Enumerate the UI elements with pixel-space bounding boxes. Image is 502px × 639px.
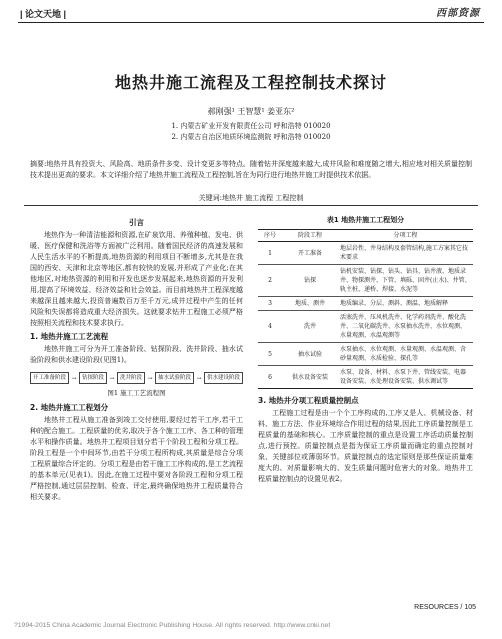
table-header-row (258, 230, 473, 242)
process-flowchart (30, 372, 243, 384)
authors: 郝刚强¹ 王智慧¹ 姜亚东² (207, 107, 295, 116)
table-cell: 3 (258, 297, 282, 311)
table-cell: 水泵抽水、水位观测、水量观测、水温观测、含砂量观测、水质检验、探孔等 (338, 343, 473, 366)
table-row (258, 343, 473, 366)
page-number: RESOURCES / 105 (414, 604, 476, 611)
affiliations (0, 121, 502, 143)
flow-step: 钻探阶段 (79, 372, 107, 384)
table-header-cell: 阶段工程 (282, 230, 338, 242)
section-1-paragraph: 地热井施工可分为开工准备阶段、钻探阶段、洗井阶段、抽水试验阶段和供水建设阶段(见图1)。 (30, 345, 243, 364)
table-row (258, 242, 473, 265)
affiliation-1: 1. 内蒙古矿业开发有限责任公司 呼和浩特 010020 (171, 122, 331, 130)
right-column (258, 215, 473, 485)
copyright-footer: ?1994-2015 China Academic Journal Electronic Publishing House. All rights reserved. http://www.cnki.net (14, 622, 331, 629)
arrow-icon: → (147, 374, 153, 382)
intro-paragraph: 地热作为一种清洁能源和资源,在矿泉饮用、养殖种植、发电、供暖、医疗保健和洗浴等方面被广泛利用。随着国民经济的高速发展和人民生活水平的不断提高,地热资源的利用项目不断增多,尤其是在我国的西安、天津和北京等地区,都有较快的发展,并形成了产业化;在其他地区,对地热资源的利用和开发也逐步发展起来,地热资源的开发利用,提高了环境效益、经济效益和社会效益。而目前地热井工程深度越来越深且越来越大,投资普遍数百万至千万元,成井过程中产生的任何风险和失误都将造成重大经济损失。这就要求钻井工程施工必须严格按照相关流程和技术要求执行。 (30, 231, 243, 327)
keywords: 关键词:地热井 施工流程 工程控制 (198, 194, 304, 202)
project-division-table (258, 229, 473, 389)
table-cell: 钻探 (282, 265, 338, 297)
arrow-icon: → (109, 374, 115, 382)
table-row (258, 366, 473, 389)
table-cell: 开工准备 (282, 242, 338, 265)
section-3-heading: 3. 地热井分项工程质量控制点 (258, 396, 359, 405)
table-row (258, 265, 473, 297)
table-cell: 洗井 (282, 311, 338, 343)
section-label: | 论文天地 | (20, 9, 67, 19)
arrow-icon: → (196, 374, 202, 382)
paper-title: 地热井施工流程及工程控制技术探讨 (114, 73, 387, 92)
header-rule (18, 22, 484, 23)
table-cell: 抽水试验 (282, 343, 338, 366)
flow-step: 抽水试验阶段 (155, 372, 194, 384)
arrow-icon: → (71, 374, 77, 382)
table-cell: 地质编录、分层、测斜、测温、地质解释 (338, 297, 473, 311)
journal-logo: 西部资源 (436, 8, 480, 19)
section-2-paragraph: 地热井工程从施工准备到竣工交付使用,要经过若干工序,若干工种的配合施工。工程质量的优劣,取决于各个施工工序、各工种的管理水平和操作质量。地热井工程项目划分若干个阶段工程和分项工程。阶段工程是一个中间环节,由若干分项工程所构成,其质量是综合分项工程质量综合评定的。分项工程是由若干施工工序构成的,是工艺流程的基本单元(见表1)。因此,在施工过程中要对各阶段工程和分项工程严格控制,通过层层控制、检查、评定,最终确保地热井工程质量符合相关要求。 (30, 416, 243, 501)
table-row (258, 297, 473, 311)
table-cell: 6 (258, 366, 282, 389)
flow-step: 供水建设阶段 (204, 372, 243, 384)
table-cell: 地质、测井 (282, 297, 338, 311)
flow-step: 开工准备阶段 (30, 372, 69, 384)
table-cell: 供水设备安装 (282, 366, 338, 389)
keywords-rule (24, 205, 478, 206)
flow-step: 洗井阶段 (117, 372, 145, 384)
table-cell: 活塞洗井、压风机洗井、化学药剂洗井、酸化洗井、二氧化碳洗井、水泵抽水洗井、水位观测、水量观测、水温观测等 (338, 311, 473, 343)
table-header-cell: 分项工程 (338, 230, 473, 242)
affiliation-2: 2. 内蒙古自治区地质环境监测院 呼和浩特 010020 (171, 133, 331, 141)
table-cell: 钻机安装、钻探、钻头、钻具、钻井液、地质录井、物探测井、下管、填砾、固井(止水)、井管、轨主桩、递桥、焊接、水泥等 (338, 265, 473, 297)
table-cell: 4 (258, 311, 282, 343)
section-2-heading: 2. 地热井施工工程划分 (30, 403, 109, 412)
table-cell: 地层岩性、井身结构及套管结构,施工方案其它技术要求 (338, 242, 473, 265)
table-cell: 水泵、设备、材料、水泵下井、管线安装、电器设备安装、水处理设备安装、供水调试等 (338, 366, 473, 389)
table-row (258, 311, 473, 343)
table-cell: 1 (258, 242, 282, 265)
left-column (30, 215, 243, 505)
section-1-heading: 1. 地热井施工工艺流程 (30, 332, 109, 341)
table-caption: 表1 地热井施工工程划分 (326, 216, 405, 224)
abstract: 摘要:地热井具有投资大、风险高、地质条件多变、设计变更多等特点。随着钻井深度越来越大,成井风险和难度随之增大,相应地对相关质量控制技术提出更高的要求。本文详细介绍了地热井施工流程及工程控制,旨在为同行进行地热井施工时提供技术依据。 (30, 160, 472, 179)
section-3-paragraph: 工程施工过程是由一个个工序构成的,工序又是人、机械设备、材料、施工方法、作业环境综合作用过程的结果,因此工序质量控制是工程质量的基础和核心。工序质量控制的重点是设置工序活动质量控制点,进行预控。质量控制点是指为保证工序质量而确定的重点控制对象、关键部位或薄弱环节。质量控制点的选定原则是那些保证质量难度大的、对质量影响大的、发生质量问题时危害大的对象。地热井工程质量控制点的设置见表2。 (258, 409, 473, 483)
intro-heading: 引言 (129, 218, 144, 227)
figure-caption: 图1 施工工艺流程图 (107, 389, 166, 397)
table-cell: 2 (258, 265, 282, 297)
table-cell: 5 (258, 343, 282, 366)
table-header-cell: 序号 (258, 230, 282, 242)
